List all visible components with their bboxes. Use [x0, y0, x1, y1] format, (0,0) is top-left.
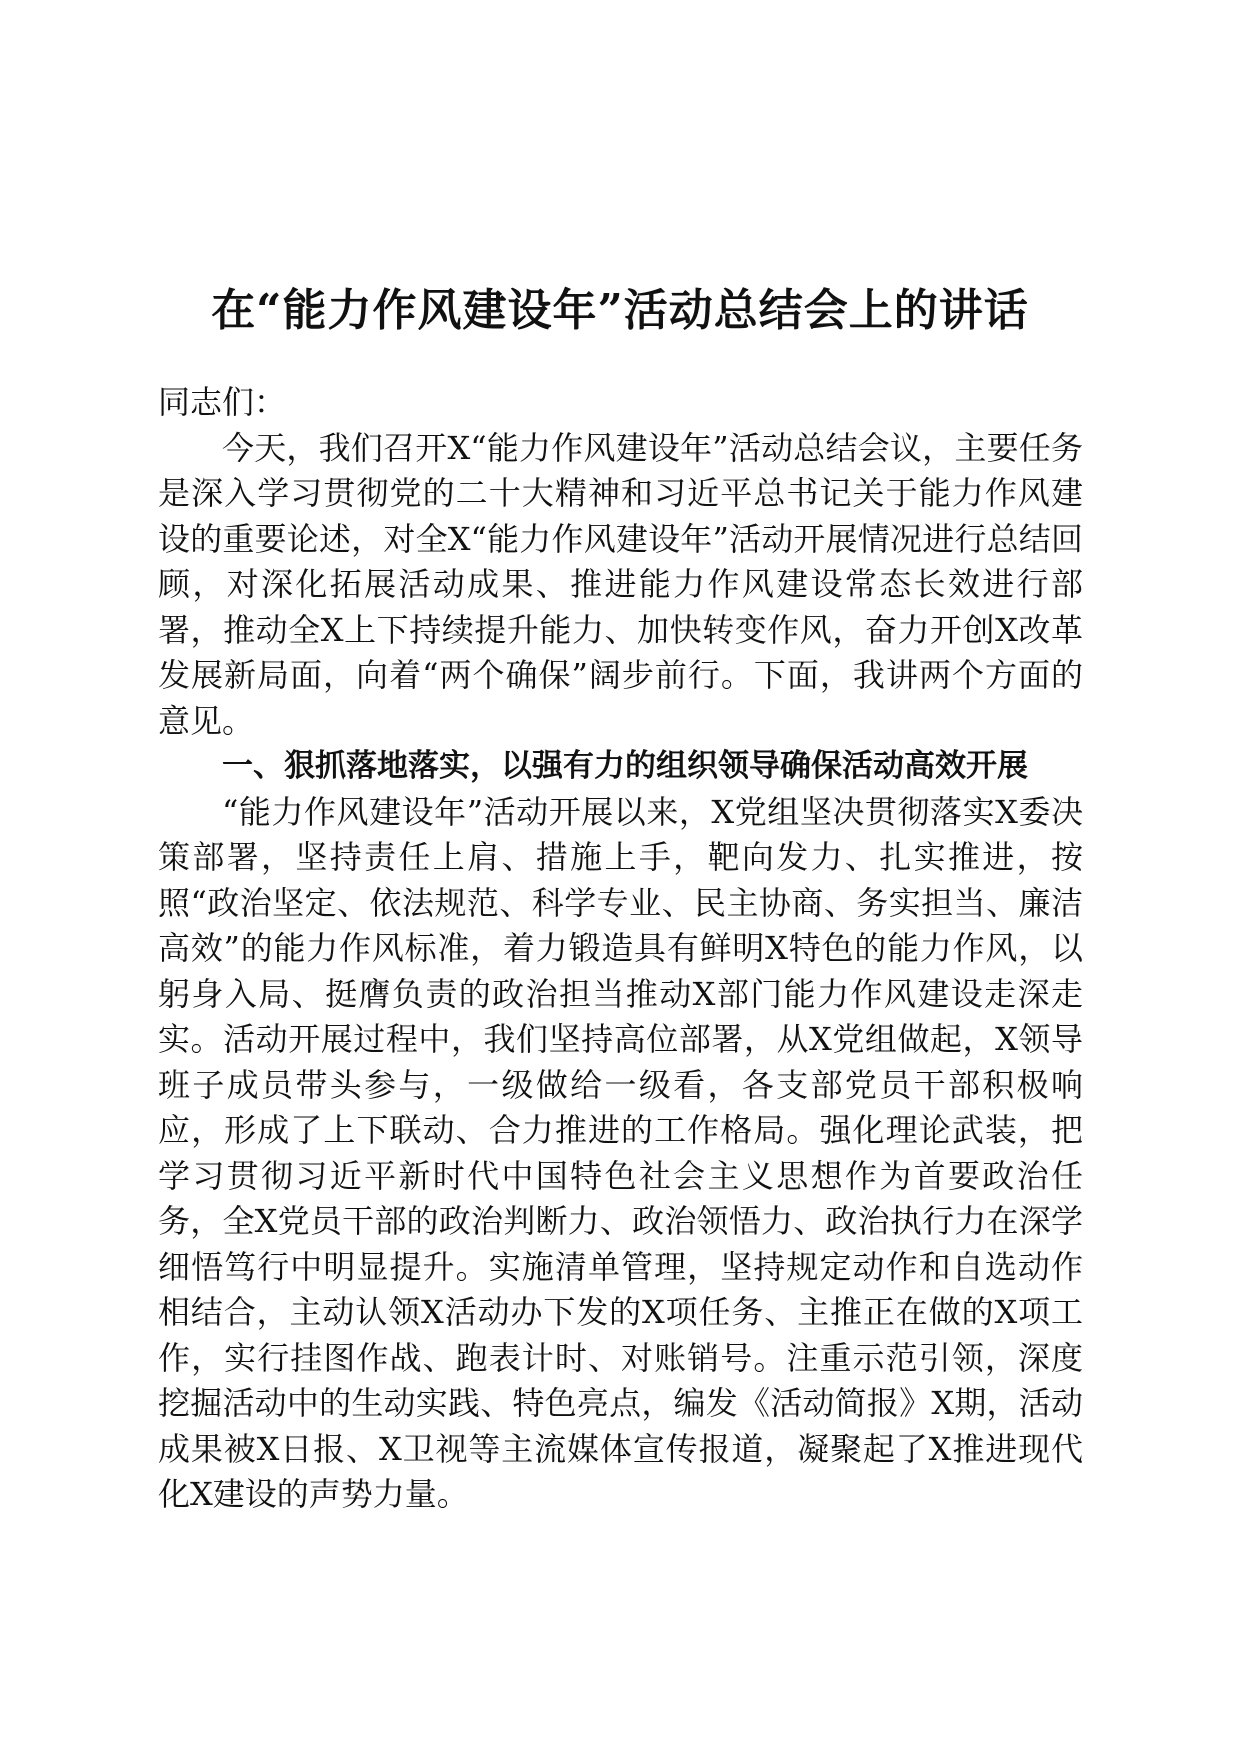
document-title: 在“能力作风建设年”活动总结会上的讲话: [211, 285, 1029, 337]
section-heading-1: 一、狠抓落地落实，以强有力的组织领导确保活动高效开展: [222, 748, 1028, 784]
paragraph-section-1: “能力作风建设年”活动开展以来，X党组坚决贯彻落实X委决策部署，坚持责任上肩、措施上手，靶向发力、扎实推进，按照“政治坚定、依法规范、科学专业、民主协商、务实担当、廉洁高效”的能力作风标准，着力锻造具有鲜明X特色的能力作风，以躬身入局、挺膺负责的政治担当推动X部门能力作风建设走深走实。活动开展过程中，我们坚持高位部署，从X党组做起，X领导班子成员带头参与，一级做给一级看，各支部党员干部积极响应，形成了上下联动、合力推进的工作格局。强化理论武装，把学习贯彻习近平新时代中国特色社会主义思想作为首要政治任务，全X党员干部的政治判断力、政治领悟力、政治执行力在深学细悟笃行中明显提升。实施清单管理，坚持规定动作和自选动作相结合，主动认领X活动办下发的X项任务、主推正在做的X项工作，实行挂图作战、跑表计时、对账销号。注重示范引领，深度挖掘活动中的生动实践、特色亮点，编发《活动简报》X期，活动成果被X日报、X卫视等主流媒体宣传报道，凝聚起了X推进现代化X建设的声势力量。: [158, 792, 1083, 1513]
document-body: [158, 380, 1083, 1518]
salutation: 同志们：: [158, 383, 287, 421]
paragraph-intro: 今天，我们召开X“能力作风建设年”活动总结会议，主要任务是深入学习贯彻党的二十大精神和习近平总书记关于能力作风建设的重要论述，对全X“能力作风建设年”活动开展情况进行总结回顾，对深化拓展活动成果、推进能力作风建设常态长效进行部署，推动全X上下持续提升能力、加快转变作风，奋力开创X改革发展新局面，向着“两个确保”阔步前行。下面，我讲两个方面的意见。: [158, 428, 1083, 740]
